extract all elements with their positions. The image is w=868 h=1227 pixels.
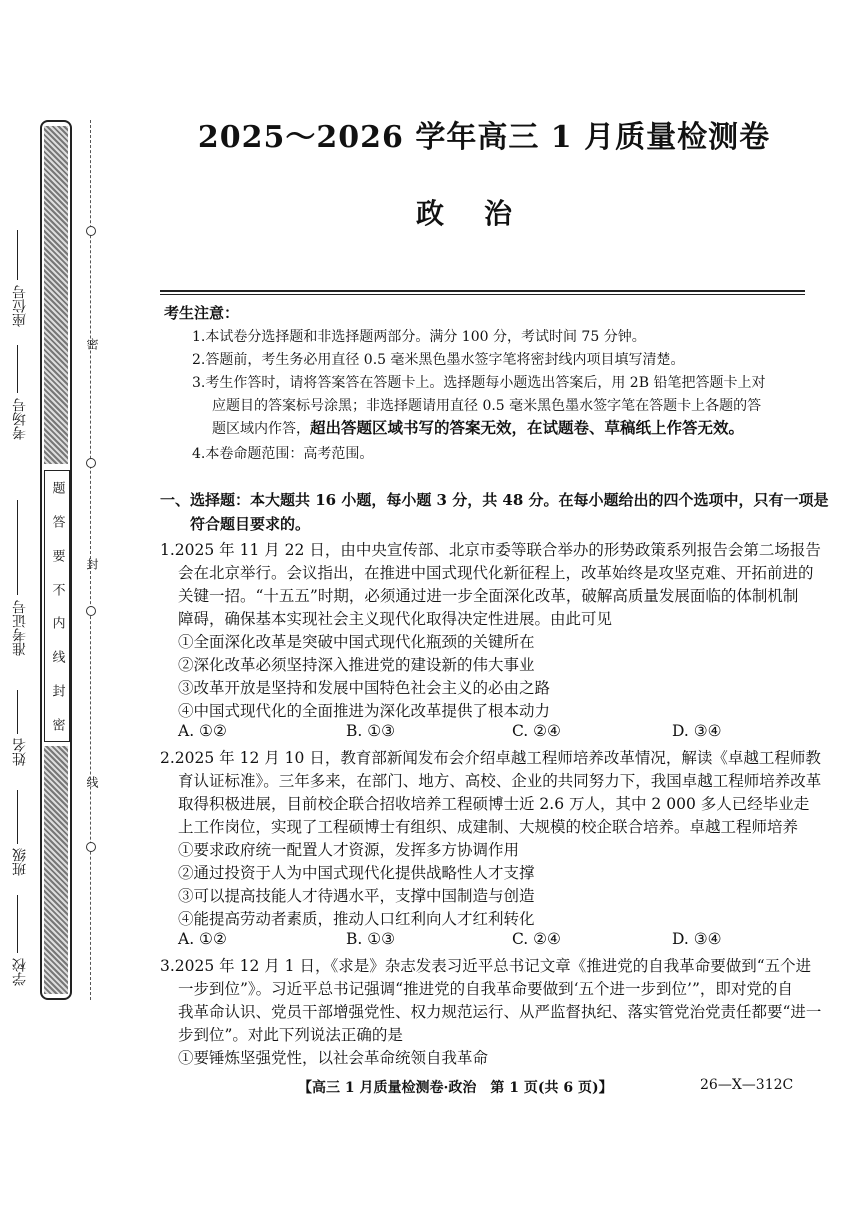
seal-char: 题 [49, 481, 65, 495]
notice-heading: 考生注意： [164, 304, 240, 322]
admission-field[interactable] [17, 500, 18, 595]
answer-choice-b[interactable]: B. ①③ [346, 930, 396, 948]
dot-marker [86, 842, 96, 852]
question-text: 取得积极进展，目前校企联合招收培养工程硕博士近 2.6 万人，其中 2 000 多人已经毕业走 [178, 795, 810, 813]
question-text: 2.2025 年 12 月 10 日，教育部新闻发布会介绍卓越工程师培养改革情况，解读《卓越工程师教 [160, 749, 821, 767]
question-text: 障碍，确保基本实现社会主义现代化取得决定性进展。由此可见 [178, 610, 613, 628]
statement-option: ②深化改革必须坚持深入推进党的建设新的伟大事业 [178, 656, 535, 674]
dot-marker [86, 226, 96, 236]
answer-choice-d[interactable]: D. ③④ [672, 722, 722, 740]
statement-option: ①要锤炼坚强党性，以社会革命统领自我革命 [178, 1049, 489, 1067]
class-field[interactable] [17, 790, 18, 844]
notice-text: 题区域内作答， [212, 421, 310, 437]
answer-choice-a[interactable]: A. ①② [178, 722, 227, 740]
exam-title: 2025～2026 学年高三 1 月质量检测卷 [197, 120, 771, 155]
dot-marker [86, 458, 96, 468]
seal-char: 答 [49, 515, 65, 529]
subject-title: 政治 [415, 197, 552, 230]
seat-field[interactable] [17, 230, 18, 280]
statement-option: ④中国式现代化的全面推进为深化改革提供了根本动力 [178, 702, 551, 720]
header-rule [160, 290, 805, 292]
school-field[interactable] [17, 895, 18, 953]
question-text: 会在北京举行。会议指出，在推进中国式现代化新征程上，改革始终是攻坚克难、开拓前进的 [178, 564, 814, 582]
seat-label: 座位号 [12, 285, 28, 327]
page-footer: 【高三 1 月质量检测卷·政治 第 1 页(共 6 页)】 [298, 1080, 613, 1096]
seal-char: 内 [49, 616, 65, 630]
section-heading: 一、选择题：本大题共 16 小题，每小题 3 分，共 48 分。在每小题给出的四个选项中，只有一项是 [160, 491, 829, 509]
seal-char: 密 [49, 717, 65, 731]
question-text: 关键一招。“十五五”时期，必须通过进一步全面深化改革，破解高质量发展面临的体制机制 [178, 587, 799, 605]
notice-emphasis: 超出答题区域书写的答案无效，在试题卷、草稿纸上作答无效。 [310, 419, 745, 437]
school-label: 学校 [12, 958, 28, 986]
question-text: 1.2025 年 11 月 22 日，由中央宣传部、北京市委等联合举办的形势政策系列报告会第二场报告 [160, 541, 821, 559]
room-label: 考场号 [12, 398, 28, 440]
dot-marker [86, 606, 96, 616]
question-text: 我革命认识、党员干部增强党性、权力规范运行、从严监督执纪、落实管党治党责任都要“进一 [178, 1003, 822, 1021]
admission-label: 准考证号 [12, 600, 28, 656]
notice-item: 3.考生作答时，请将答案答在答题卡上。选择题每小题选出答案后，用 2B 铅笔把答题卡上对 [192, 375, 766, 391]
statement-option: ③改革开放是坚持和发展中国特色社会主义的必由之路 [178, 679, 551, 697]
seal-char: 封 [49, 683, 65, 697]
notice-item: 1.本试卷分选择题和非选择题两部分。满分 100 分，考试时间 75 分钟。 [192, 329, 646, 345]
notice-item: 2.答题前，考生务必用直径 0.5 毫米黑色墨水签字笔将密封线内项目填写清楚。 [192, 352, 685, 368]
question-text: 一步到位”》。习近平总书记强调“推进党的自我革命要做到‘五个进一步到位’”，即对党的自 [178, 980, 793, 998]
notice-item-cont [212, 416, 744, 438]
paper-code: 26—X—312C [700, 1077, 794, 1093]
hatch-bottom [44, 746, 68, 994]
question-text: 3.2025 年 12 月 1 日，《求是》杂志发表习近平总书记文章《推进党的自我革命要做到“五个进 [160, 957, 812, 975]
seal-mark: 密 [85, 338, 99, 350]
statement-option: ①要求政府统一配置人才资源，发挥多方协调作用 [178, 841, 520, 859]
statement-option: ③可以提高技能人才待遇水平，支撑中国制造与创造 [178, 887, 535, 905]
answer-choice-c[interactable]: C. ②④ [512, 722, 561, 740]
question-text: 育认证标准》。三年多来，在部门、地方、高校、企业的共同努力下，我国卓越工程师培养改革 [178, 772, 822, 790]
seal-char: 不 [49, 582, 65, 596]
statement-option: ①全面深化改革是突破中国式现代化瓶颈的关键所在 [178, 633, 535, 651]
seal-char: 要 [49, 548, 65, 562]
seal-box [44, 470, 70, 742]
notice-item: 4.本卷命题范围：高考范围。 [192, 446, 374, 462]
answer-choice-b[interactable]: B. ①③ [346, 722, 396, 740]
question-text: 上工作岗位，实现了工程硕博士有组织、成建制、大规模的校企联合培养。卓越工程师培养 [178, 818, 799, 836]
section-heading-cont: 符合题目要求的。 [190, 515, 311, 533]
name-field[interactable] [17, 690, 18, 734]
header-rule [160, 294, 805, 295]
hatch-top [44, 126, 68, 464]
statement-option: ④能提高劳动者素质，推动人口红利向人才红利转化 [178, 910, 535, 928]
answer-choice-d[interactable]: D. ③④ [672, 930, 722, 948]
class-label: 班级 [12, 848, 28, 876]
answer-choice-a[interactable]: A. ①② [178, 930, 227, 948]
statement-option: ②通过投资于人为中国式现代化提供战略性人才支撑 [178, 864, 535, 882]
seal-mark: 线 [85, 776, 99, 788]
question-text: 步到位”。对此下列说法正确的是 [178, 1026, 403, 1044]
notice-item-cont: 应题目的答案标号涂黑；非选择题请用直径 0.5 毫米黑色墨水签字笔在答题卡上各题的答 [212, 398, 762, 414]
room-field[interactable] [17, 345, 18, 393]
name-label: 姓名 [12, 738, 28, 766]
answer-choice-c[interactable]: C. ②④ [512, 930, 561, 948]
seal-char: 线 [49, 650, 65, 664]
seal-mark: 封 [85, 558, 99, 570]
